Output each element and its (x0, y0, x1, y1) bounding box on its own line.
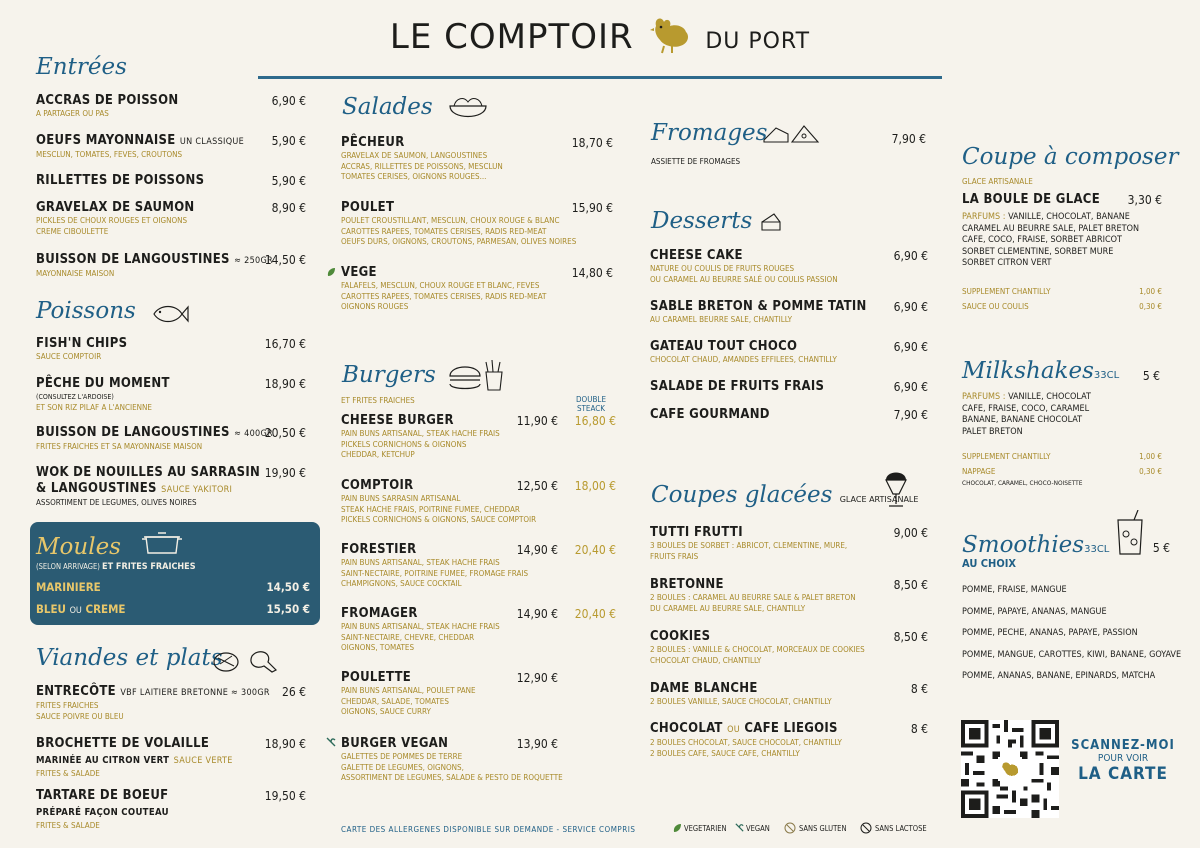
legend-gluten-free: SANS GLUTEN (799, 824, 847, 833)
moules-line-label: BLEU (36, 602, 66, 616)
menu-item (36, 252, 306, 280)
extra-label: NAPPAGE (962, 467, 996, 476)
milkshake-parfums (962, 392, 1091, 438)
item-price: 19,50 € (264, 789, 306, 803)
smoothie-line: POMME, FRAISE, MANGUE (962, 585, 1067, 595)
item-name: SABLE BRETON & POMME TATIN (650, 299, 867, 314)
item-name: PÊCHE DU MOMENT (36, 376, 170, 391)
item-desc: GALETTES DE POMMES DE TERRE (341, 752, 463, 761)
qr-code[interactable] (961, 720, 1059, 818)
item-price: 8 € (910, 722, 928, 736)
extra-label: SAUCE OU COULIS (962, 302, 1029, 311)
item-desc: TOMATES CERISES, OIGNONS ROUGES... (341, 172, 487, 181)
menu-item (36, 93, 306, 120)
item-price: 6,90 € (271, 94, 306, 108)
item-price: 11,90 € (516, 414, 558, 428)
lactose-free-icon (860, 822, 872, 834)
menu-item (36, 788, 306, 832)
rooster-logo-icon (648, 14, 692, 54)
item-price: 14,80 € (571, 266, 613, 280)
item-name-suffix: UN CLASSIQUE (179, 137, 245, 147)
item-name: BUISSON DE LANGOUSTINES (36, 252, 230, 267)
fromages-desc: ASSIETTE DE FROMAGES (651, 157, 741, 166)
coupes-title-text: Coupes glacées (651, 482, 833, 508)
item-name: TUTTI FRUTTI (650, 525, 743, 540)
item-desc: CREME CIBOULETTE (36, 226, 109, 236)
item-price-double: 18,00 € (574, 479, 616, 493)
item-desc: MAYONNAISE MAISON (36, 269, 115, 278)
smoothies-list (962, 580, 1181, 688)
item-name: CAFE GOURMAND (650, 407, 770, 422)
item-price: 12,90 € (516, 671, 558, 685)
item-desc: ASSORTIMENT DE LEGUMES, SALADE & PESTO DE ROQUETTE (341, 773, 563, 782)
item-price: 20,50 € (264, 426, 306, 440)
item-price: 8,90 € (271, 201, 306, 215)
item-name: CHEESE BURGER (341, 413, 454, 428)
item-desc: 3 BOULES DE SORBET : ABRICOT, CLEMENTINE, MURE, (650, 541, 848, 550)
item-desc: SAUCE POIVRE OU BLEU (36, 711, 124, 721)
viandes-title: Viandes et plats (36, 645, 223, 671)
item-name: CHEESE CAKE (650, 248, 743, 263)
item-desc: FRITES FRAICHES (36, 701, 99, 710)
header-rule (258, 76, 942, 79)
item-price: 14,50 € (264, 253, 306, 267)
smoothies-price: 5 € (1152, 541, 1170, 555)
coupe-composer-title: Coupe à composer (962, 144, 1179, 170)
menu-item (650, 629, 928, 666)
item-price: 19,90 € (264, 466, 306, 480)
fromages-price: 7,90 € (891, 132, 926, 146)
parfum-line: SORBET CITRON VERT (962, 258, 1052, 268)
parfum-line: VANILLE, CHOCOLAT, BANANE (1008, 212, 1130, 222)
extra-price: 0,30 € (1139, 302, 1162, 311)
item-price: 26 € (281, 685, 306, 699)
item-desc: SAINT-NECTAIRE, POITRINE FUMEE, FROMAGE FRAIS (341, 568, 529, 578)
coupe-composer-subtitle: GLACE ARTISANALE (962, 177, 1033, 186)
menu-item (36, 173, 306, 189)
item-desc: OU CARAMEL AU BEURRE SALÉ OU COULIS PASSION (650, 274, 838, 284)
item-desc: PAIN BUNS ARTISANAL, STEAK HACHE FRAIS (341, 622, 500, 631)
item-name: VEGE (341, 265, 377, 280)
scan-line1: SCANNEZ-MOI (1071, 738, 1175, 753)
item-name: POULETTE (341, 670, 412, 685)
legend-vegan: VEGAN (746, 824, 770, 833)
item-price: 5,90 € (271, 174, 306, 188)
menu-item (36, 684, 306, 722)
smoothie-line: POMME, PAPAYE, ANANAS, MANGUE (962, 606, 1107, 617)
item-name: CHOCOLAT (650, 721, 723, 736)
item-desc: FRITES FRAICHES ET SA MAYONNAISE MAISON (36, 442, 203, 451)
item-desc: PAIN BUNS SARRASIN ARTISANAL (341, 494, 461, 503)
salades-title: Salades (342, 94, 433, 120)
item-desc: STEAK HACHE FRAIS, POITRINE FUMEE, CHEDDAR (341, 504, 520, 514)
pot-icon (140, 527, 184, 557)
menu-item (650, 339, 928, 366)
milkshakes-title (962, 358, 1119, 384)
item-price: 16,70 € (264, 337, 306, 351)
milkshakes-size: 33CL (1093, 370, 1120, 381)
menu-item (341, 542, 616, 590)
poissons-title: Poissons (36, 298, 136, 324)
item-desc: 2 BOULES CHOCOLAT, SAUCE CHOCOLAT, CHANTILLY (650, 738, 842, 747)
parfum-line: VANILLE, CHOCOLAT (1008, 392, 1091, 402)
item-price: 9,00 € (893, 526, 928, 540)
coupes-title (651, 482, 918, 508)
item-desc: OIGNONS, SAUCE CURRY (341, 707, 431, 716)
item-desc: PAIN BUNS ARTISANAL, POULET PANE (341, 686, 476, 695)
item-name-suffix: SAUCE YAKITORI (161, 485, 233, 495)
item-price: 18,70 € (571, 136, 613, 150)
item-desc: FALAFELS, MESCLUN, CHOUX ROUGE ET BLANC, FEVES (341, 281, 540, 290)
smoothie-line: POMME, MANGUE, CAROTTES, KIWI, BANANE, GOYAVE (962, 649, 1182, 660)
item-desc: CHEDDAR, SALADE, TOMATES (341, 696, 449, 706)
menu-item (962, 192, 1162, 208)
item-name-line2: & LANGOUSTINES (36, 481, 157, 496)
entrees-title: Entrées (36, 54, 127, 80)
item-price: 3,30 € (1127, 193, 1162, 207)
item-price: 6,90 € (893, 380, 928, 394)
fish-icon (150, 302, 190, 326)
item-name: GATEAU TOUT CHOCO (650, 339, 798, 354)
menu-item (341, 670, 616, 718)
parfums-label: PARFUMS : (962, 392, 1006, 402)
menu-item (36, 376, 306, 413)
menu-item (341, 736, 616, 784)
menu-item (36, 736, 306, 780)
menu-item (650, 577, 928, 614)
scan-call-to-action (1062, 738, 1184, 784)
item-price: 8,50 € (893, 630, 928, 644)
item-name: GRAVELAX DE SAUMON (36, 200, 195, 215)
cake-icon (760, 210, 782, 232)
item-desc: PAIN BUNS ARTISANAL, STEAK HACHE FRAIS (341, 429, 500, 438)
item-name: TARTARE DE BOEUF (36, 788, 169, 803)
item-desc: DU CARAMEL AU BEURRE SALE, CHANTILLY (650, 603, 806, 613)
extra-price: 0,30 € (1139, 467, 1162, 476)
item-desc: GALETTE DE LEGUMES, OIGNONS, (341, 762, 464, 772)
item-name: RILLETTES DE POISSONS (36, 173, 205, 188)
item-name: COMPTOIR (341, 478, 414, 493)
item-name: ACCRAS DE POISSON (36, 93, 179, 108)
item-price: 15,90 € (571, 201, 613, 215)
item-desc: FRITES & SALADE (36, 769, 100, 778)
title-tail: DU PORT (705, 29, 811, 54)
item-desc: CAROTTES RAPEES, TOMATES CERISES, RADIS RED-MEAT (341, 226, 547, 236)
moules-line-label: CREME (85, 602, 126, 616)
item-desc: MESCLUN, TOMATES, FEVES, CROUTONS (36, 150, 183, 159)
item-name: POULET (341, 200, 395, 215)
item-name: LA BOULE DE GLACE (962, 192, 1100, 207)
item-price-double: 16,80 € (574, 414, 616, 428)
item-name: DAME BLANCHE (650, 681, 758, 696)
parfum-line: CAFE, COCO, FRAISE, SORBET ABRICOT (962, 235, 1122, 245)
parfum-line: PALET BRETON (962, 426, 1023, 437)
moules-line-price: 14,50 € (266, 580, 310, 594)
item-desc: PAIN BUNS ARTISANAL, STEAK HACHE FRAIS (341, 558, 500, 567)
item-price: 8,50 € (893, 578, 928, 592)
item-desc: A PARTAGER OU PAS (36, 109, 109, 118)
item-name: FROMAGER (341, 606, 418, 621)
item-price: 5,90 € (271, 134, 306, 148)
item-name-suffix: ≈ 250GR (234, 256, 273, 266)
item-price: 18,90 € (264, 737, 306, 751)
menu-item (36, 465, 306, 509)
parfum-line: CAFE, FRAISE, COCO, CARAMEL (962, 403, 1090, 414)
menu-item (36, 200, 306, 237)
menu-item (650, 379, 928, 395)
item-name-or: OU (727, 725, 740, 735)
extra-label: SUPPLEMENT CHANTILLY (962, 287, 1051, 296)
moules-panel (30, 522, 320, 625)
item-desc: AU CARAMEL BEURRE SALE, CHANTILLY (650, 315, 793, 324)
item-price: 6,90 € (893, 340, 928, 354)
item-name: COOKIES (650, 629, 711, 644)
item-name-line2: PRÉPARÉ FAÇON COUTEAU (36, 807, 169, 818)
smoothies-title (962, 532, 1109, 558)
item-desc: CHEDDAR, KETCHUP (341, 450, 415, 459)
double-label-line: DOUBLE (576, 395, 606, 404)
coupes-subtitle: GLACE ARTISANALE (839, 495, 919, 504)
item-price: 14,90 € (516, 543, 558, 557)
smoothie-line: POMME, ANANAS, BANANE, EPINARDS, MATCHA (962, 671, 1156, 681)
title-main: LE COMPTOIR (389, 17, 634, 57)
item-desc: FRUITS FRAIS (650, 551, 699, 561)
item-desc: OIGNONS, TOMATES (341, 643, 415, 652)
milkshakes-price: 5 € (1142, 369, 1160, 383)
item-desc: ET SON RIZ PILAF A L'ANCIENNE (36, 402, 152, 412)
menu-item (341, 606, 616, 654)
menu-item (341, 135, 613, 183)
milkshakes-title-text: Milkshakes (962, 358, 1094, 384)
menu-item (650, 525, 928, 562)
moules-subtitle: (SELON ARRIVAGE) (36, 562, 100, 571)
item-name: OEUFS MAYONNAISE (36, 133, 176, 148)
item-desc: FRITES & SALADE (36, 821, 100, 830)
extra-price: 1,00 € (1139, 287, 1162, 296)
burgers-subtitle: ET FRITES FRAICHES (341, 396, 415, 405)
menu-item (650, 248, 928, 285)
item-desc: CHOCOLAT CHAUD, CHANTILLY (650, 655, 762, 665)
item-desc: 2 BOULES CAFE, SAUCE CAFE, CHANTILLY (650, 748, 800, 758)
menu-item (36, 336, 306, 363)
item-name: CAFE LIEGOIS (744, 721, 838, 736)
menu-item (650, 681, 928, 708)
item-name-line2: MARINÉE AU CITRON VERT (36, 755, 170, 766)
burger-fries-icon (446, 358, 506, 394)
vegan-icon (325, 736, 337, 748)
menu-item (650, 299, 928, 326)
menu-item (650, 407, 928, 423)
parfum-line: CARAMEL AU BEURRE SALE, PALET BRETON (962, 223, 1140, 234)
salad-bowl-icon (446, 92, 490, 124)
cheese-icon (762, 122, 820, 148)
scan-line3: LA CARTE (1078, 764, 1168, 784)
item-price: 12,50 € (516, 479, 558, 493)
double-label-line: STEACK (576, 404, 606, 413)
item-name: SALADE DE FRUITS FRAIS (650, 379, 825, 394)
item-desc: 2 BOULES : CARAMEL AU BEURRE SALE & PALET BRETON (650, 593, 856, 602)
item-desc: CHOCOLAT CHAUD, AMANDES EFFILEES, CHANTILLY (650, 355, 837, 364)
item-name-suffix: VBF LAITIERE BRETONNE ≈ 300GR (120, 688, 270, 698)
item-desc: NATURE OU COULIS DE FRUITS ROUGES (650, 264, 795, 273)
nappage-note: CHOCOLAT, CARAMEL, CHOCO-NOISETTE (962, 479, 1083, 487)
item-price: 14,90 € (516, 607, 558, 621)
item-price: 6,90 € (893, 300, 928, 314)
menu-item (36, 133, 306, 161)
item-desc: SAUCE COMPTOIR (36, 352, 102, 361)
double-steack-label (566, 395, 616, 413)
item-desc: PICKELS CORNICHONS & OIGNONS, SAUCE COMPTOIR (341, 515, 537, 524)
parfum-line: BANANE, BANANE CHOCOLAT (962, 415, 1083, 425)
smoothies-title-text: Smoothies (962, 532, 1085, 558)
meat-icon (212, 648, 282, 676)
item-price: 6,90 € (893, 249, 928, 263)
item-desc: SAINT-NECTAIRE, CHEVRE, CHEDDAR (341, 632, 475, 642)
item-desc: CAROTTES RAPEES, TOMATES CERISES, RADIS RED-MEAT (341, 291, 547, 301)
menu-item (341, 265, 613, 313)
menu-item (341, 413, 616, 461)
smoothies-subtitle: AU CHOIX (962, 557, 1017, 570)
item-name: ENTRECÔTE (36, 684, 116, 699)
item-name-suffix: SAUCE VERTE (173, 756, 233, 766)
moules-line-price: 15,50 € (266, 602, 310, 616)
parfum-line: SORBET CLEMENTINE, SORBET MURE (962, 246, 1114, 257)
item-name: BRETONNE (650, 577, 724, 592)
item-name: FISH'N CHIPS (36, 336, 128, 351)
item-desc: ACCRAS, RILLETTES DE POISSONS, MESCLUN (341, 161, 503, 171)
smoothies-size: 33CL (1084, 544, 1110, 555)
moules-title: Moules (36, 534, 121, 560)
moules-line-or: OU (69, 606, 82, 616)
moules-subtitle2: ET FRITES FRAICHES (102, 562, 196, 572)
item-price: 13,90 € (516, 737, 558, 751)
legend-vegetarian: VEGETARIEN (684, 824, 727, 833)
item-desc: PICKLES DE CHOUX ROUGES ET OIGNONS (36, 216, 188, 225)
scan-line2: POUR VOIR (1097, 753, 1149, 764)
menu-item (341, 478, 616, 526)
item-price: 18,90 € (264, 377, 306, 391)
item-price: 7,90 € (893, 408, 928, 422)
extra-price: 1,00 € (1139, 452, 1162, 461)
item-price: 8 € (910, 682, 928, 696)
parfums-list (962, 212, 1139, 270)
item-name: BROCHETTE DE VOLAILLE (36, 736, 210, 751)
fromages-title: Fromages (651, 120, 768, 146)
legend-lactose-free: SANS LACTOSE (875, 824, 927, 833)
menu-item (650, 721, 928, 759)
item-desc: POULET CROUSTILLANT, MESCLUN, CHOUX ROUGE & BLANC (341, 216, 560, 225)
item-name: WOK DE NOUILLES AU SARRASIN (36, 465, 261, 480)
burgers-title: Burgers (342, 362, 436, 388)
item-desc: (CONSULTEZ L'ARDOISE) (36, 393, 114, 401)
item-price-double: 20,40 € (574, 607, 616, 621)
desserts-title: Desserts (651, 208, 753, 234)
item-name: FORESTIER (341, 542, 417, 557)
item-name: PÊCHEUR (341, 135, 405, 150)
item-name: BURGER VEGAN (341, 736, 449, 751)
menu-item (36, 425, 306, 453)
item-desc: 2 BOULES : VANILLE & CHOCOLAT, MORCEAUX DE COOKIES (650, 645, 865, 654)
vegan-icon (734, 822, 745, 833)
vegetarian-leaf-icon (326, 267, 336, 277)
smoothie-line: POMME, PECHE, ANANAS, PAPAYE, PASSION (962, 628, 1138, 638)
moules-line-label: MARINIERE (36, 580, 101, 594)
allergens-note: CARTE DES ALLERGENES DISPONIBLE SUR DEMANDE - SERVICE COMPRIS (341, 825, 636, 834)
item-desc: CHAMPIGNONS, SAUCE COCKTAIL (341, 579, 462, 588)
menu-item (341, 200, 613, 248)
item-price-double: 20,40 € (574, 543, 616, 557)
item-desc: ASSORTIMENT DE LEGUMES, OLIVES NOIRES (36, 498, 197, 507)
item-name-suffix: ≈ 400GR (234, 429, 273, 439)
parfums-label: PARFUMS : (962, 212, 1006, 222)
restaurant-title (0, 14, 1200, 57)
item-name: BUISSON DE LANGOUSTINES (36, 425, 230, 440)
extra-label: SUPPLEMENT CHANTILLY (962, 452, 1051, 461)
sundae-glass-icon (883, 466, 909, 508)
gluten-free-icon (784, 822, 796, 834)
item-desc: PICKELS CORNICHONS & OIGNONS (341, 439, 467, 449)
vegetarian-leaf-icon (672, 823, 682, 833)
item-desc: OIGNONS ROUGES (341, 302, 409, 311)
item-desc: OEUFS DURS, OIGNONS, CROUTONS, PARMESAN, OLIVES NOIRES (341, 237, 577, 246)
item-desc: 2 BOULES VANILLE, SAUCE CHOCOLAT, CHANTILLY (650, 697, 832, 706)
item-desc: GRAVELAX DE SAUMON, LANGOUSTINES (341, 151, 488, 160)
